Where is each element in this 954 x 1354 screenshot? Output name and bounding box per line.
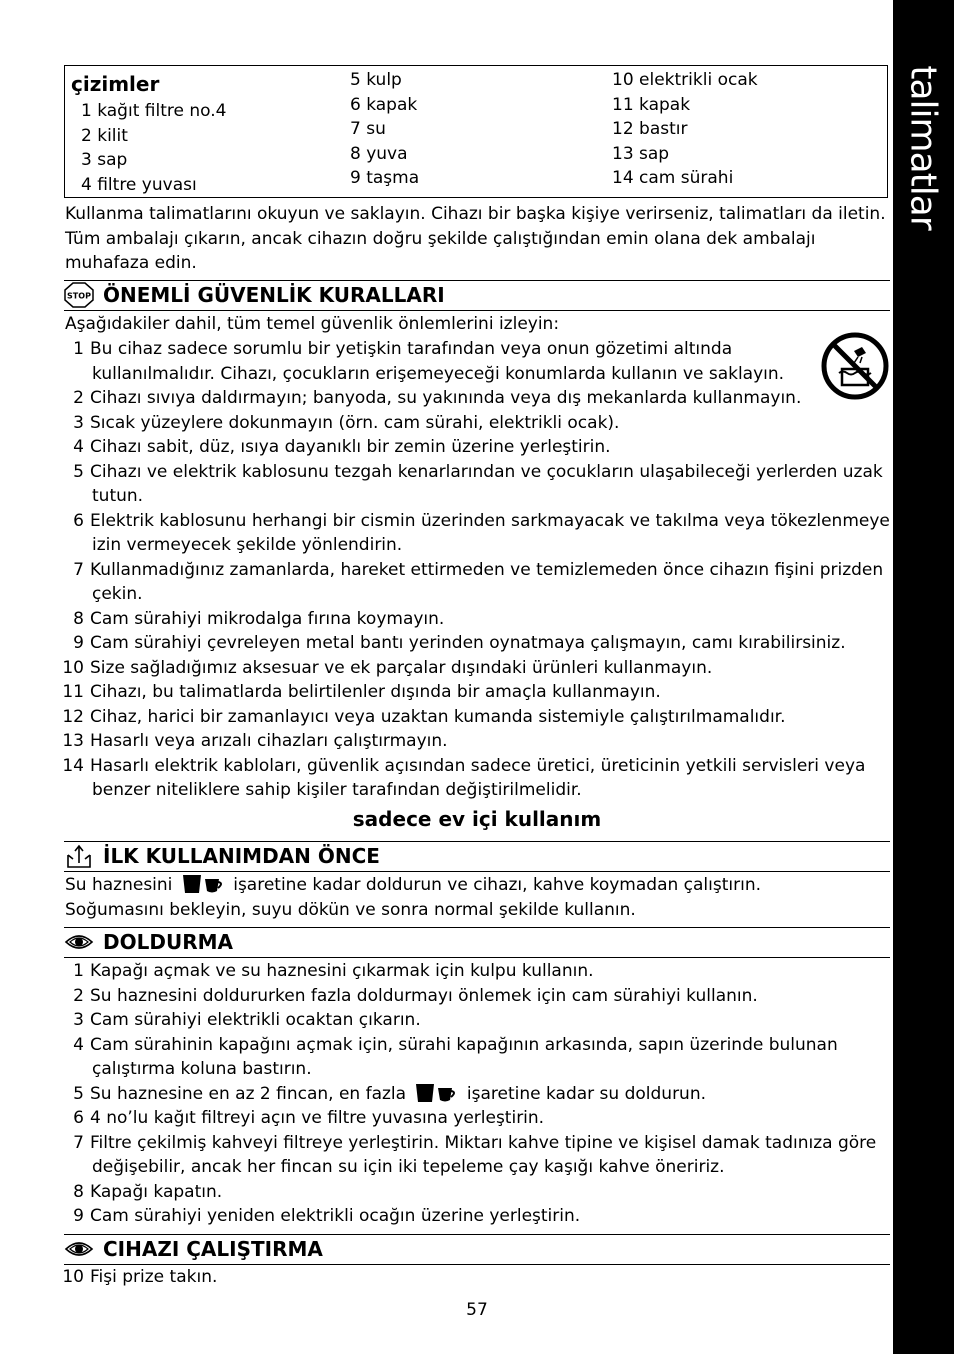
first-use-line: Soğumasını bekleyin, suyu dökün ve sonra normal şekilde kullanın. <box>65 900 636 920</box>
list-item: 13 Hasarlı veya arızalı cihazları çalıştırmayın. <box>62 731 448 751</box>
svg-text:STOP: STOP <box>67 291 91 301</box>
part-item: 2 kilit <box>81 125 128 146</box>
part-item: 12 bastır <box>612 119 688 139</box>
operating-heading <box>64 1235 323 1263</box>
part-item: 11 kapak <box>612 94 691 115</box>
list-item: 6 Elektrik kablosunu herhangi bir cismin üzerinden sarkmayacak ve takılma veya tökezlenmeye izin vermeyecek şekilde yönlendirin. <box>73 510 890 555</box>
parts-legend-box <box>64 65 888 198</box>
list-item: 11 Cihazı, bu talimatlarda belirtilenler dışında bir amaçla kullanmayın. <box>62 682 661 702</box>
filling-heading-text: DOLDURMA <box>103 930 233 954</box>
parts-column-2 <box>350 68 419 191</box>
divider <box>64 957 890 958</box>
intro-line: Tüm ambalajı çıkarın, ancak cihazın doğru şekilde çalıştığından emin olana dek ambalajı <box>65 229 816 249</box>
part-item: 13 sap <box>612 143 670 164</box>
list-item: 12 Cihaz, harici bir zamanlayıcı veya uzaktan kumanda sistemiyle çalıştırılmamalıdır. <box>62 706 786 727</box>
list-item: 1 Kapağı açmak ve su haznesini çıkarmak için kulpu kullanın. <box>73 961 594 981</box>
list-item: 8 Cam sürahiyi mikrodalga fırına koymayın. <box>73 608 445 629</box>
filling-heading <box>64 928 233 956</box>
list-item: 7 Filtre çekilmiş kahveyi filtreye yerleştirin. Miktarı kahve tipine ve kişisel damak tadınıza göre değişebilir, ancak her fincan su için iki tepeleme çay kaşığı kahve öneririz. <box>73 1132 877 1177</box>
list-item: 7 Kullanmadığınız zamanlarda, hareket ettirmeden ve temizlemeden önce cihazın fişini prizden çekin. <box>73 559 884 604</box>
list-item: 8 Kapağı kapatın. <box>73 1181 223 1202</box>
household-use-note: sadece ev içi kullanım <box>352 807 602 831</box>
intro-line: muhafaza edin. <box>65 253 197 273</box>
list-item: 6 4 no’lu kağıt filtreyi açın ve filtre yuvasına yerleştirin. <box>73 1108 545 1128</box>
list-item: 9 Cam sürahiyi yeniden elektrikli ocağın üzerine yerleştirin. <box>73 1206 581 1226</box>
stop-icon <box>64 282 94 308</box>
part-item: 7 su <box>350 119 386 139</box>
part-item: 14 cam sürahi <box>612 168 734 188</box>
unpack-icon <box>64 843 94 869</box>
divider <box>64 871 890 872</box>
list-item: 2 Cihazı sıvıya daldırmayın; banyoda, su yakınında veya dış mekanlarda kullanmayın. <box>73 388 802 408</box>
safety-lead: Aşağıdakiler dahil, tüm temel güvenlik önlemlerini izleyin: <box>65 314 560 334</box>
list-item: 3 Sıcak yüzeylere dokunmayın (örn. cam sürahi, elektrikli ocak). <box>73 412 620 433</box>
part-item: 5 kulp <box>350 70 402 90</box>
list-item: 5 Su haznesine en az 2 fincan, en fazla işaretine kadar su doldurun. <box>60 1082 706 1111</box>
part-item: 8 yuva <box>350 143 408 164</box>
parts-column-3 <box>612 68 758 191</box>
list-item: 14 Hasarlı elektrik kabloları, güvenlik açısından sadece üretici, üreticinin yetkili servisleri veya benzer niteliklere sahip kişiler tarafından değiştirilmelidir. <box>62 755 866 800</box>
operating-heading-text: CIHAZI ÇALIŞTIRMA <box>103 1237 323 1261</box>
list-item: 5 Cihazı ve elektrik kablosunu tezgah kenarlarından ve çocukların ulaşabileceği yerlerden uzak tutun. <box>73 461 883 506</box>
list-item: 3 Cam sürahiyi elektrikli ocaktan çıkarın. <box>73 1010 421 1030</box>
first-use-heading <box>64 842 380 870</box>
part-item: 1 kağıt filtre no.4 <box>81 101 227 121</box>
safety-heading <box>64 281 445 309</box>
eye-icon <box>64 1236 94 1262</box>
part-item: 3 sap <box>81 150 128 170</box>
divider <box>64 310 890 311</box>
list-item: 10 Fişi prize takın. <box>62 1267 218 1287</box>
sidebar-title: talimatlar <box>903 65 945 230</box>
list-item: 1 Bu cihaz sadece sorumlu bir yetişkin tarafından veya onun gözetimi altında kullanılmalıdır. Cihazı, çocukların erişemeyeceği konumlarda kullanın ve saklayın. <box>73 339 785 384</box>
part-item: 10 elektrikli ocak <box>612 70 758 90</box>
list-item: 10 Size sağladığımız aksesuar ve ek parçalar dışındaki ürünleri kullanmayın. <box>62 657 713 678</box>
part-item: 6 kapak <box>350 94 418 115</box>
list-item: 2 Su haznesini doldururken fazla doldurmayı önlemek için cam sürahiyi kullanın. <box>73 985 758 1006</box>
list-item: 4 Cam sürahinin kapağını açmak için, sürahi kapağının arkasında, sapın üzerinde bulunan çalıştırma koluna bastırın. <box>73 1034 838 1079</box>
eye-icon <box>64 929 94 955</box>
intro-line: Kullanma talimatlarını okuyun ve saklayın. Cihazı bir başka kişiye verirseniz, talimatları da iletin. <box>65 204 886 224</box>
safety-heading-text: ÖNEMLİ GÜVENLİK KURALLARI <box>103 283 445 307</box>
page-number: 57 <box>466 1300 488 1320</box>
first-use-heading-text: İLK KULLANIMDAN ÖNCE <box>103 844 380 868</box>
no-immersion-icon <box>820 331 890 401</box>
part-item: 9 taşma <box>350 168 420 188</box>
parts-column-1 <box>71 69 226 197</box>
part-item: 4 filtre yuvası <box>81 174 197 195</box>
first-use-line: Su haznesini işaretine kadar doldurun ve cihazı, kahve koymadan çalıştırın. <box>65 873 761 902</box>
list-item: 4 Cihazı sabit, düz, ısıya dayanıklı bir zemin üzerine yerleştirin. <box>73 437 611 457</box>
parts-title: çizimler <box>71 72 160 96</box>
list-item: 9 Cam sürahiyi çevreleyen metal bantı yerinden oynatmaya çalışmayın, camı kırabilirsiniz. <box>73 633 846 653</box>
